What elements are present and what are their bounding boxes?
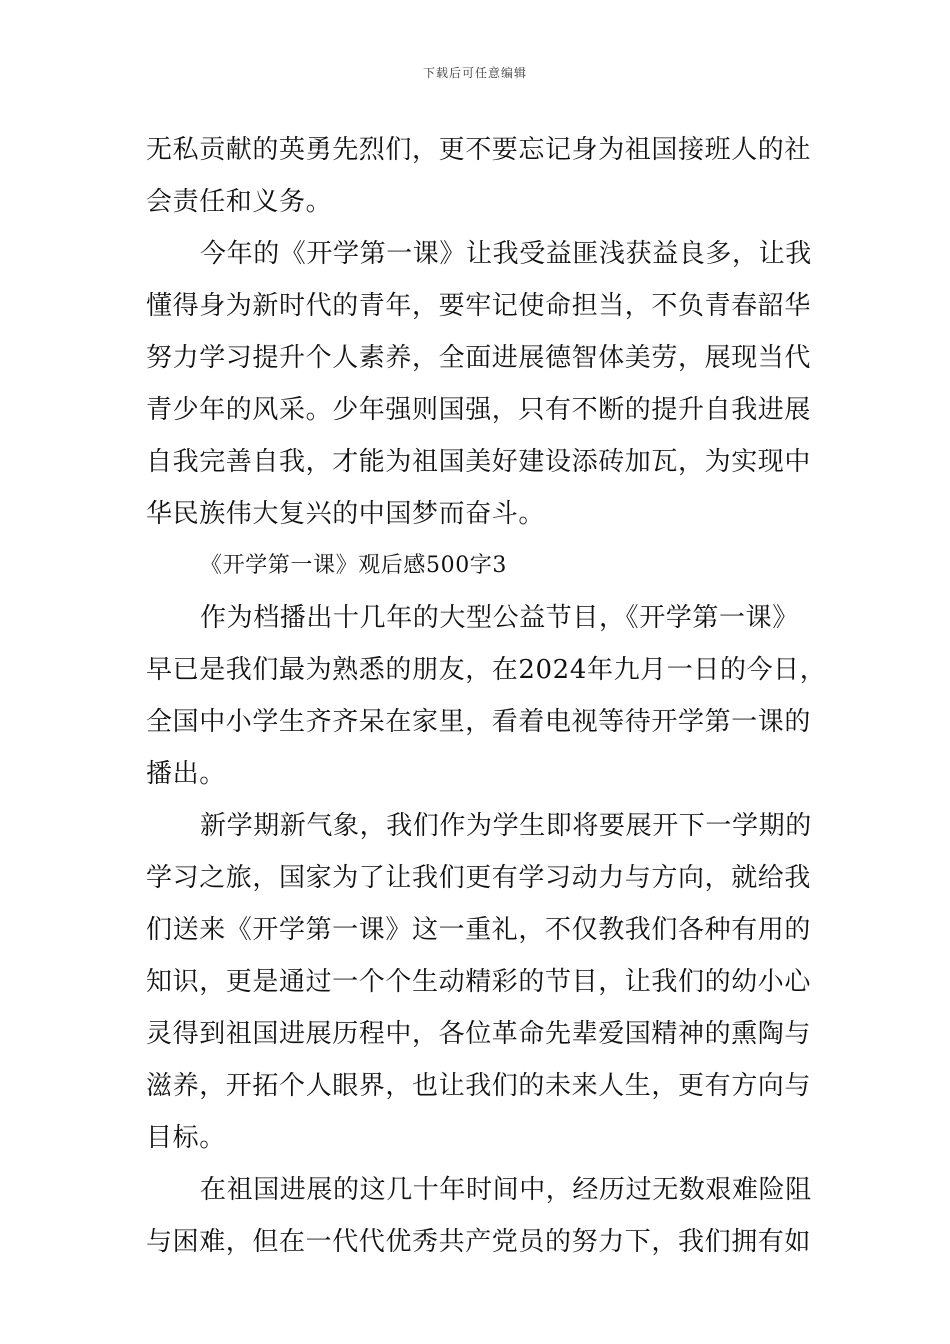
text-line: 懂得身为新时代的青年，要牢记使命担当，不负青春韶华 xyxy=(146,291,812,321)
text-line: 目标。 xyxy=(146,1123,226,1153)
text-line: 知识，更是通过一个个生动精彩的节目，让我们的幼小心 xyxy=(146,967,812,997)
text-line: 今年的《开学第一课》让我受益匪浅获益良多，让我 xyxy=(200,239,812,269)
text-line: 与困难，但在一代代优秀共产党员的努力下，我们拥有如 xyxy=(146,1227,812,1257)
text-line: 作为档播出十几年的大型公益节目，《开学第一课》 xyxy=(200,603,799,633)
text-line: 会责任和义务。 xyxy=(146,187,333,217)
text-line: 在祖国进展的这几十年时间中，经历过无数艰难险阻 xyxy=(200,1175,812,1205)
text-line: 播出。 xyxy=(146,759,226,789)
page-header: 下载后可任意编辑 xyxy=(422,66,527,80)
text-line: 灵得到祖国进展历程中，各位革命先辈爱国精神的熏陶与 xyxy=(146,1019,812,1049)
section-heading: 《开学第一课》观后感500字3 xyxy=(200,553,507,578)
text-line: 滋养，开拓个人眼界，也让我们的未来人生，更有方向与 xyxy=(146,1071,812,1101)
text-line: 青少年的风采。少年强则国强，只有不断的提升自我进展 xyxy=(146,395,812,425)
document-body xyxy=(146,124,827,1268)
text-line: 早已是我们最为熟悉的朋友，在2024年九月一日的今日， xyxy=(146,655,827,685)
text-line: 新学期新气象，我们作为学生即将要展开下一学期的 xyxy=(200,811,812,841)
text-line: 自我完善自我，才能为祖国美好建设添砖加瓦，为实现中 xyxy=(146,447,812,477)
text-line: 们送来《开学第一课》这一重礼，不仅教我们各种有用的 xyxy=(146,915,812,945)
text-line: 无私贡献的英勇先烈们，更不要忘记身为祖国接班人的社 xyxy=(146,135,812,165)
text-line: 全国中小学生齐齐呆在家里，看着电视等待开学第一课的 xyxy=(146,707,812,737)
text-line: 华民族伟大复兴的中国梦而奋斗。 xyxy=(146,499,546,529)
text-line: 努力学习提升个人素养，全面进展德智体美劳，展现当代 xyxy=(146,343,812,373)
text-line: 学习之旅，国家为了让我们更有学习动力与方向，就给我 xyxy=(146,863,812,893)
